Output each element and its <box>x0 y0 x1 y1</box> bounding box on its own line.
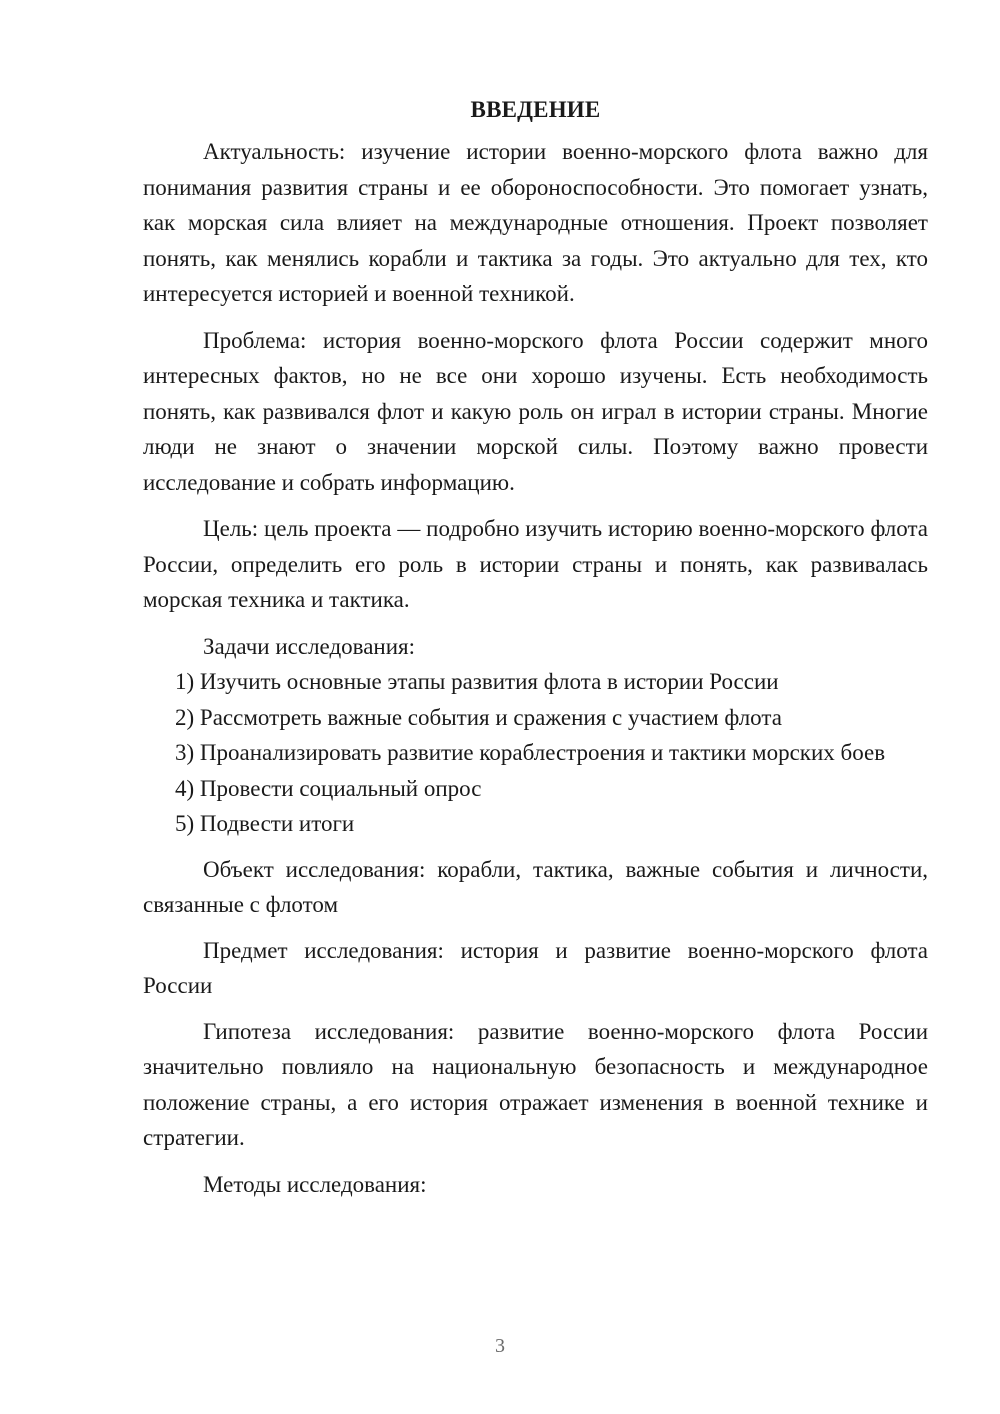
task-item-3: 3) Проанализировать развитие кораблестроения и тактики морских боев <box>175 740 886 765</box>
methods-title: Методы исследования: <box>203 1171 427 1197</box>
paragraph-relevance: Актуальность: изучение истории военно-морского флота важно для понимания развития страны и ее обороноспособности. Это помогает узнать, как морская сила влияет на международные отношения. Проект позволяет понять, как менялись корабли и тактика за годы. Это актуально для тех, кто интересуется историей и военной техникой. <box>143 139 928 306</box>
paragraph-subject: Предмет исследования: история и развитие военно-морского флота России <box>143 937 928 998</box>
section-heading: ВВЕДЕНИЕ <box>470 97 601 122</box>
page-content <box>143 92 928 1202</box>
task-item-1: 1) Изучить основные этапы развития флота в истории России <box>175 669 779 694</box>
page-number: 3 <box>495 1335 505 1357</box>
paragraph-goal: Цель: цель проекта — подробно изучить историю военно-морского флота России, определить его роль в истории страны и понять, как развивалась морская техника и тактика. <box>143 516 928 612</box>
task-item-4: 4) Провести социальный опрос <box>175 775 482 801</box>
paragraph-object: Объект исследования: корабли, тактика, важные события и личности, связанные с флотом <box>143 856 928 917</box>
task-item-5: 5) Подвести итоги <box>175 811 355 836</box>
paragraph-problem: Проблема: история военно-морского флота России содержит много интересных фактов, но не все они хорошо изучены. Есть необходимость понять, как развивался флот и какую роль он играл в истории страны. Многие люди не знают о значении морской силы. Поэтому важно провести исследование и собрать информацию. <box>143 327 928 495</box>
tasks-title: Задачи исследования: <box>203 633 416 659</box>
paragraph-hypothesis: Гипотеза исследования: развитие военно-морского флота России значительно повлияло на национальную безопасность и международное положение страны, а его история отражает изменения в военной технике и стратегии. <box>143 1018 928 1150</box>
task-item-2: 2) Рассмотреть важные события и сражения с участием флота <box>175 704 782 730</box>
